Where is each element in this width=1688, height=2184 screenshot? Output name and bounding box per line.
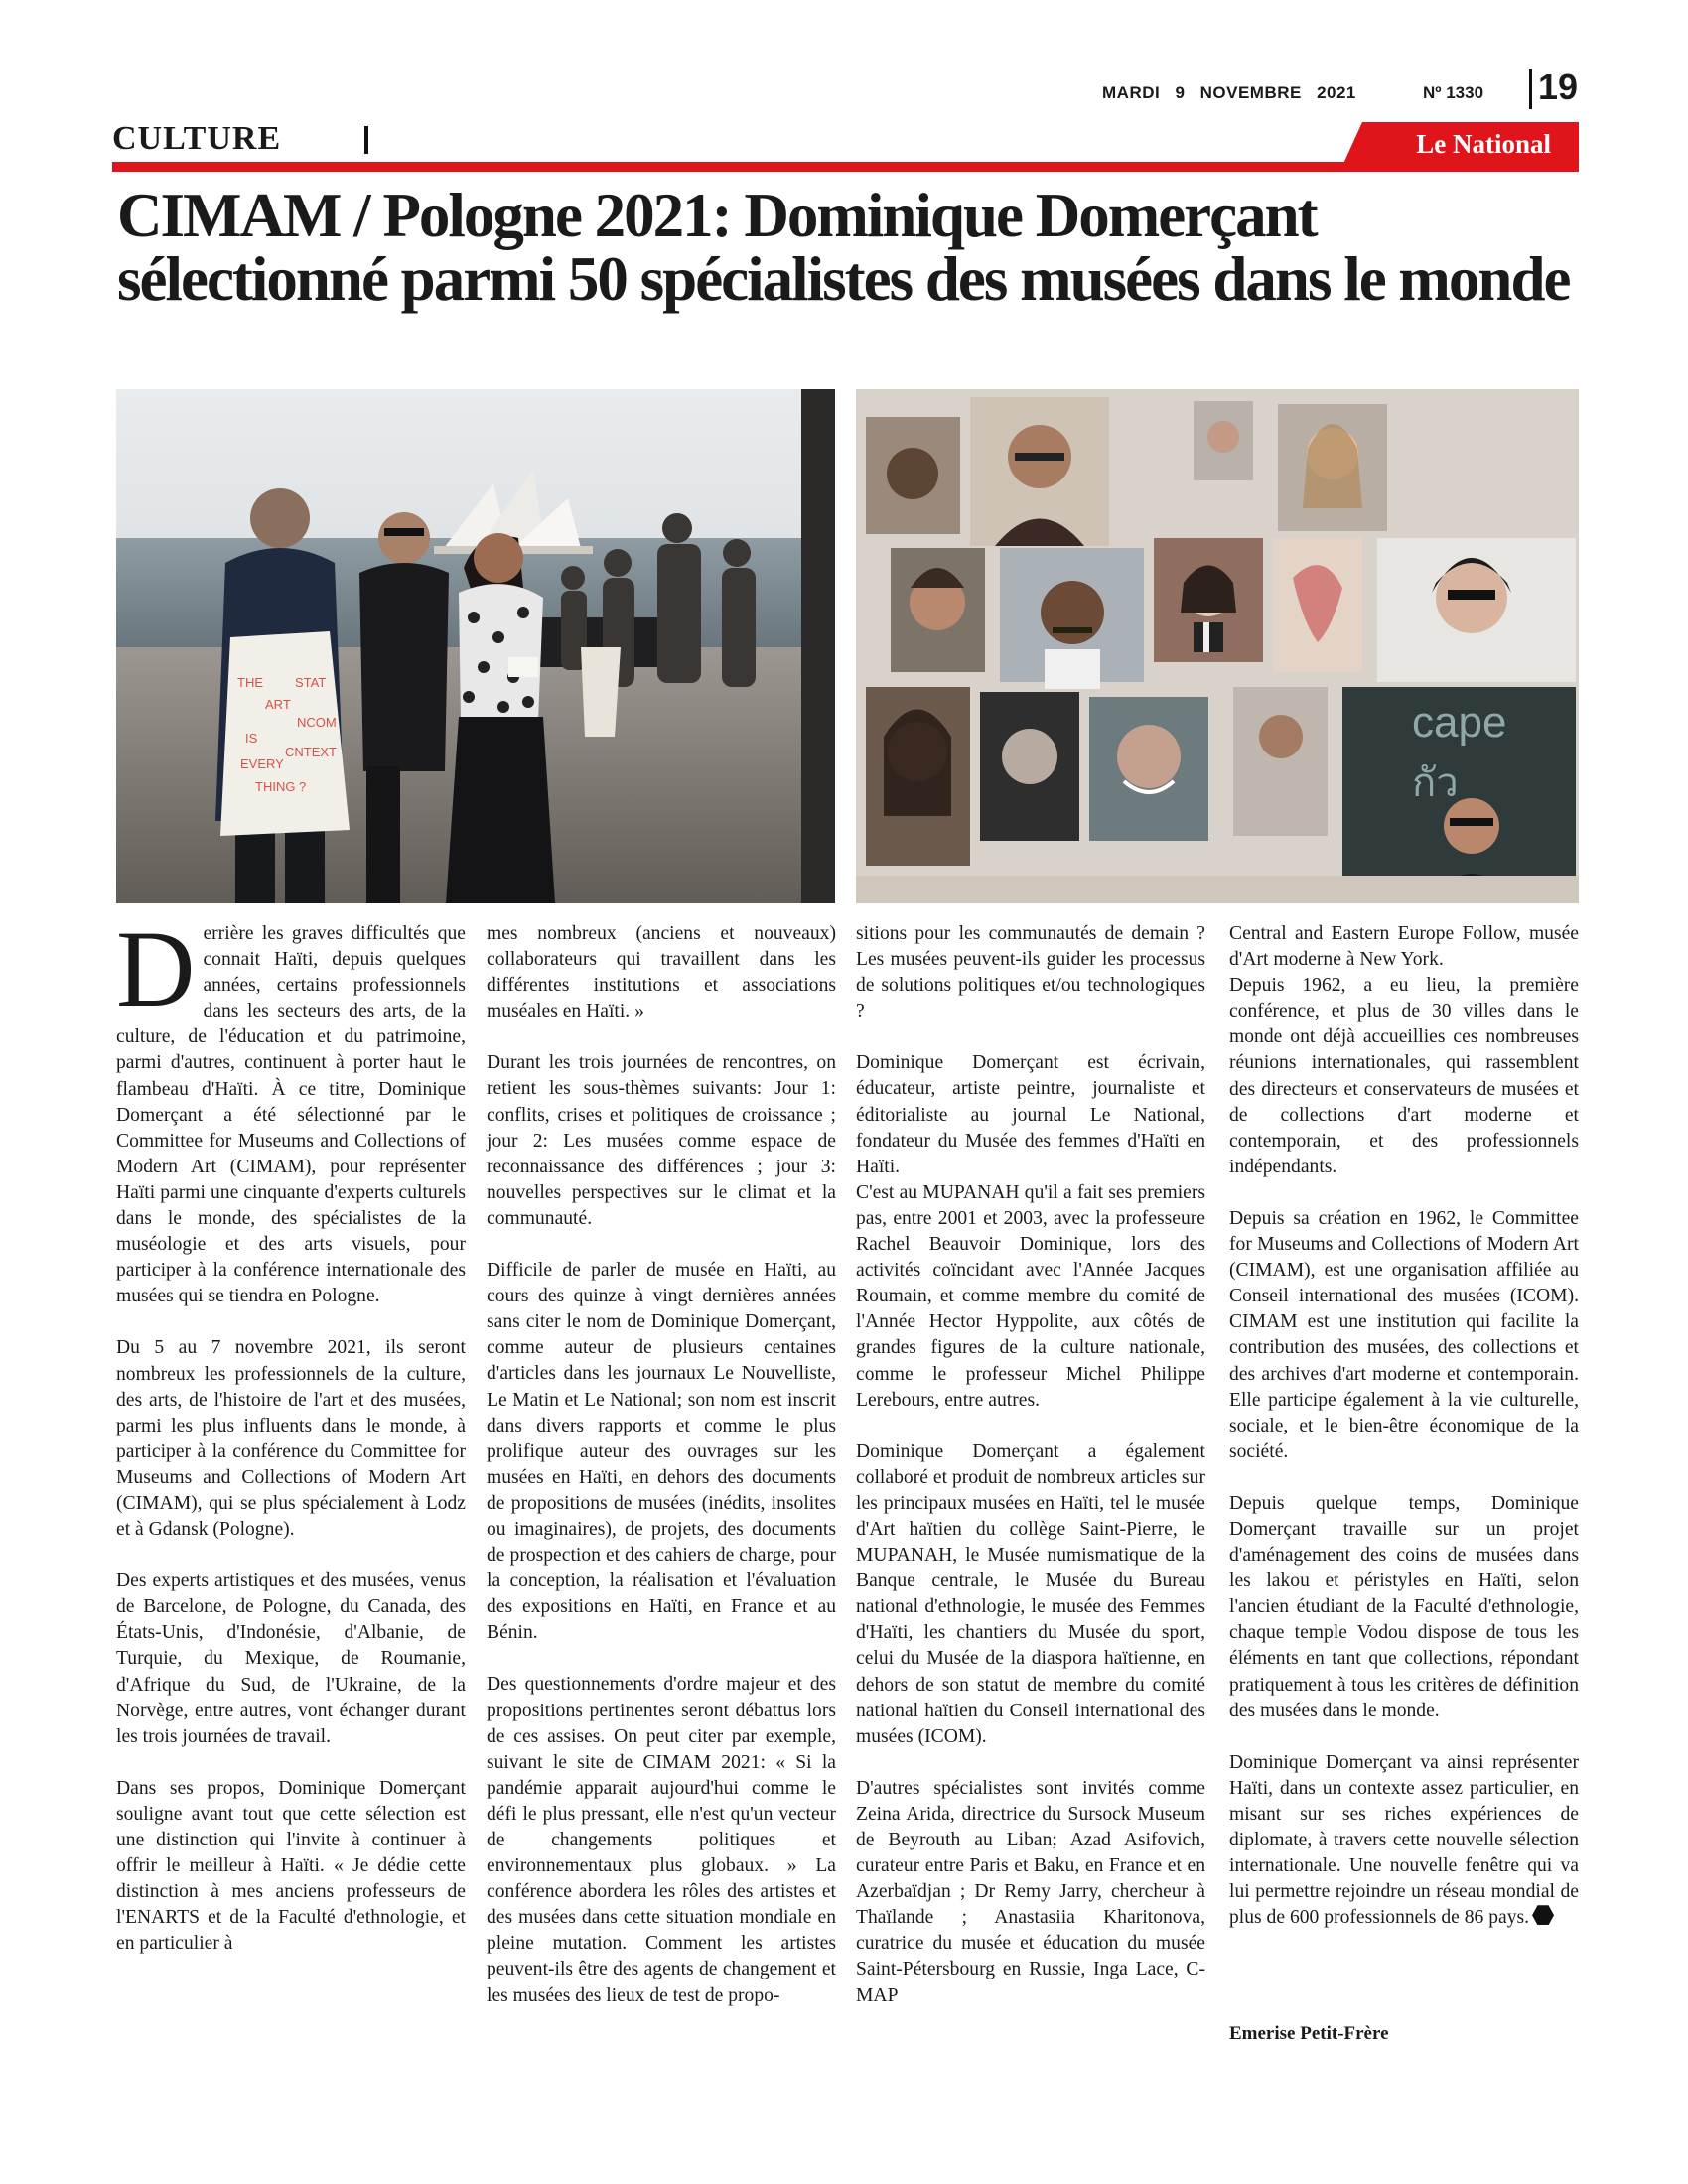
svg-text:NCOM: NCOM xyxy=(297,715,337,730)
lead-text: errière les graves difficultés que connait Haïti, depuis quelques années, certains professionnels dans les secteurs des arts, de la culture, de l'éducation et du patrimoine, parmi d'autres, continuent à porter haut le flambeau d'Haïti. À ce titre, Dominique Domerçant a été sélectionné par le Committee for Museums and Collections of Modern Art (CIMAM), pour représenter Haïti parmi une cinquante d'experts culturels dans le monde, des spécialistes de la muséologie et des arts visuels, pour participer à la conférence internationale des musées qui se tiendra en Pologne. xyxy=(116,923,466,1307)
byline: Emerise Petit-Frère xyxy=(1229,2023,1389,2044)
svg-text:STAT: STAT xyxy=(295,675,327,690)
article-headline: CIMAM / Pologne 2021: Dominique Domerçant sélectionné parmi 50 spécialistes des musées dans le monde xyxy=(117,181,1570,314)
article-column-1 xyxy=(116,908,466,1982)
article-paragraph: C'est au MUPANAH qu'il a fait ses premiers pas, entre 2001 et 2003, avec la professeure Rachel Beauvoir Dominique, lors des activités coïncidant avec l'Année Jacques Roumain, et comme membre du comité de l'Année Hector Hyppolite, aux côtés de grandes figures de la culture nationale, comme le professeur Michel Philippe Lerebours, entre autres. xyxy=(856,1181,1205,1411)
article-paragraph: D'autres spécialistes sont invités comme Zeina Arida, directrice du Sursock Museum de Beyrouth au Liban; Azad Asifovich, curateur entre Paris et Baku, en France et en Azerbaïdjan ; Dr Remy Jarry, chercheur à Thaïlande ; Anastasiia Kharitonova, curatrice du musée et éducation du musée Saint-Pétersbourg en Russie, Inga Lace, C-MAP xyxy=(856,1777,1205,2006)
article-paragraph: Dans ses propos, Dominique Domerçant souligne avant tout que cette sélection est une distinction qui l'invite à continuer à offrir le meilleur à Haïti. « Je dédie cette distinction à mes anciens professeurs de l'ENARTS et de la Faculté d'ethnologie, et en particulier à xyxy=(116,1777,466,1955)
svg-text:IS: IS xyxy=(245,731,258,746)
section-label: CULTURE xyxy=(112,120,282,157)
svg-text:CNTEXT: CNTEXT xyxy=(285,745,337,759)
article-paragraph xyxy=(1229,1750,1579,1932)
article-column-2 xyxy=(487,921,836,2035)
article-paragraph: Des questionnements d'ordre majeur et des propositions pertinentes seront débattus lors de ces assises. On peut citer par exemple, suivant le site de CIMAM 2021: « Si la pandémie apparait aujourd'hui comme le défi le plus pressant, elle n'est qu'un vecteur de changements politiques et environnementaux plus globaux. » La conférence abordera les rôles des artistes et des musées dans cette situation mondiale en pleine mutation. Comment les artistes peuvent-ils être des agents de changement et les musées des lieux de test de propo- xyxy=(487,1674,836,2006)
article-paragraph: mes nombreux (anciens et nouveaux) collaborateurs qui travaillent dans les différentes institutions et associations muséales en Haïti. » xyxy=(487,923,836,1023)
article-paragraph: Central and Eastern Europe Follow, musée d'Art moderne à New York. xyxy=(1229,923,1579,971)
event-photo xyxy=(116,389,835,903)
drop-cap: D xyxy=(116,908,196,1029)
svg-text:THE: THE xyxy=(237,675,263,690)
svg-text:THING ?: THING ? xyxy=(255,779,307,794)
closing-text: Dominique Domerçant va ainsi représenter Haïti, dans un contexte assez particulier, en misant sur ses riches expériences de diplomate, à travers cette nouvelle sélection internationale. Une nouvelle fenêtre qui va lui permettre rejoindre un réseau mondial de plus de 600 professionnels de 86 pays. xyxy=(1229,1751,1579,1929)
article-paragraph: Depuis 1962, a eu lieu, la première conférence, et plus de 30 villes dans le monde ont déjà accueillies ces nombreuses réunions internationales, qui rassemblent des directeurs et conservateurs de musées et de collections d'art moderne et contemporain, et des professionnels indépendants. xyxy=(1229,975,1579,1177)
brand-label: Le National xyxy=(1416,129,1551,159)
issue-number: Nº 1330 xyxy=(1423,83,1484,102)
article-paragraph: Dominique Domerçant est écrivain, éducateur, artiste peintre, journaliste et éditorialiste au journal Le National, fondateur du Musée des femmes d'Haïti en Haïti. xyxy=(856,1052,1205,1177)
article-column-4 xyxy=(1229,921,1579,1957)
article-paragraph: Durant les trois journées de rencontres, on retient les sous-thèmes suivants: Jour 1: conflits, crises et politiques de croissance ; jour 2: Les musées comme espace de reconnaissance des différences ; jour 3: nouvelles perspectives sur le climat et la communauté. xyxy=(487,1052,836,1229)
article-paragraph: Du 5 au 7 novembre 2021, ils seront nombreux les professionnels de la culture, des arts, de l'histoire de l'art et des musées, parmi les plus influents dans le monde, à participer à la conférence du Committee for Museums and Collections of Modern Art (CIMAM), qui se plus spécialement à Lodz et à Gdansk (Pologne). xyxy=(116,1337,466,1541)
article-column-3 xyxy=(856,921,1205,2035)
article-paragraph: Difficile de parler de musée en Haïti, au cours des quinze à vingt dernières années sans citer le nom de Dominique Domerçant, comme auteur de plusieurs centaines d'articles dans les journaux Le Nouvelliste, Le Matin et Le National; son nom est inscrit dans divers rapports et comme le plus prolifique auteur des ouvrages sur les musées en Haïti, en dehors des documents de propositions de musées (inédits, insolites ou imaginaires), de projets, des documents de prospection et des cahiers de charge, pour la conception, la réalisation et l'évaluation des expositions en Haïti, en France et au Bénin. xyxy=(487,1260,836,1644)
portraits-collage xyxy=(856,389,1579,903)
article-paragraph: Des experts artistiques et des musées, venus de Barcelone, de Pologne, du Canada, des États-Unis, d'Indonésie, d'Albanie, de Turquie, du Mexique, de Roumanie, d'Afrique du Sud, de l'Ukraine, de la Norvège, entre autres, vont échanger durant les trois journées de travail. xyxy=(116,1570,466,1747)
end-mark-icon xyxy=(1532,1905,1554,1925)
article-paragraph: Dominique Domerçant a également collaboré et produit de nombreux articles sur les principaux musées en Haïti, tel le musée d'Art haïtien du collège Saint-Pierre, le MUPANAH, le Musée numismatique de la Banque centrale, le Musée du Bureau national d'ethnologie, le musée des Femmes d'Haïti, les chantiers du Musée du sport, celui du Musée de la diaspora haïtienne, en dehors de son statut de membre du comité national haïtien du Conseil international des musées (ICOM). xyxy=(856,1440,1205,1747)
article-paragraph xyxy=(116,908,466,1309)
section-divider xyxy=(364,126,368,154)
screen-text-top: cape xyxy=(1412,698,1507,747)
header-divider xyxy=(1529,69,1532,109)
article-paragraph: Depuis quelque temps, Dominique Domerçant travaille sur un projet d'aménagement des coins de musées dans les lakou et péristyles en Haïti, selon l'ancien étudiant de la Faculté d'ethnologie, chaque temple Vodou dispose de tous les éléments en tant que collections, répondant pratiquement à tous les critères de définition des musées dans le monde. xyxy=(1229,1492,1579,1721)
page-number: 19 xyxy=(1538,67,1579,107)
screen-text-bottom: กัว xyxy=(1412,761,1459,805)
article-paragraph: sitions pour les communautés de demain ? Les musées peuvent-ils guider les processus de solutions politiques et/ou technologiques ? xyxy=(856,923,1205,1023)
article-paragraph: Depuis sa création en 1962, le Committee for Museums and Collections of Modern Art (CIMAM), est une organisation affiliée au Conseil international des musées (ICOM). CIMAM est une institution qui facilite la contribution des musées, des collections et des archives d'art moderne et contemporain. Elle participe également à la vie culturelle, sociale, et le bien-être économique de la société. xyxy=(1229,1207,1579,1462)
svg-text:ART: ART xyxy=(265,697,291,712)
issue-date: MARDI 9 NOVEMBRE 2021 xyxy=(1102,83,1356,102)
svg-text:EVERY: EVERY xyxy=(240,756,284,771)
